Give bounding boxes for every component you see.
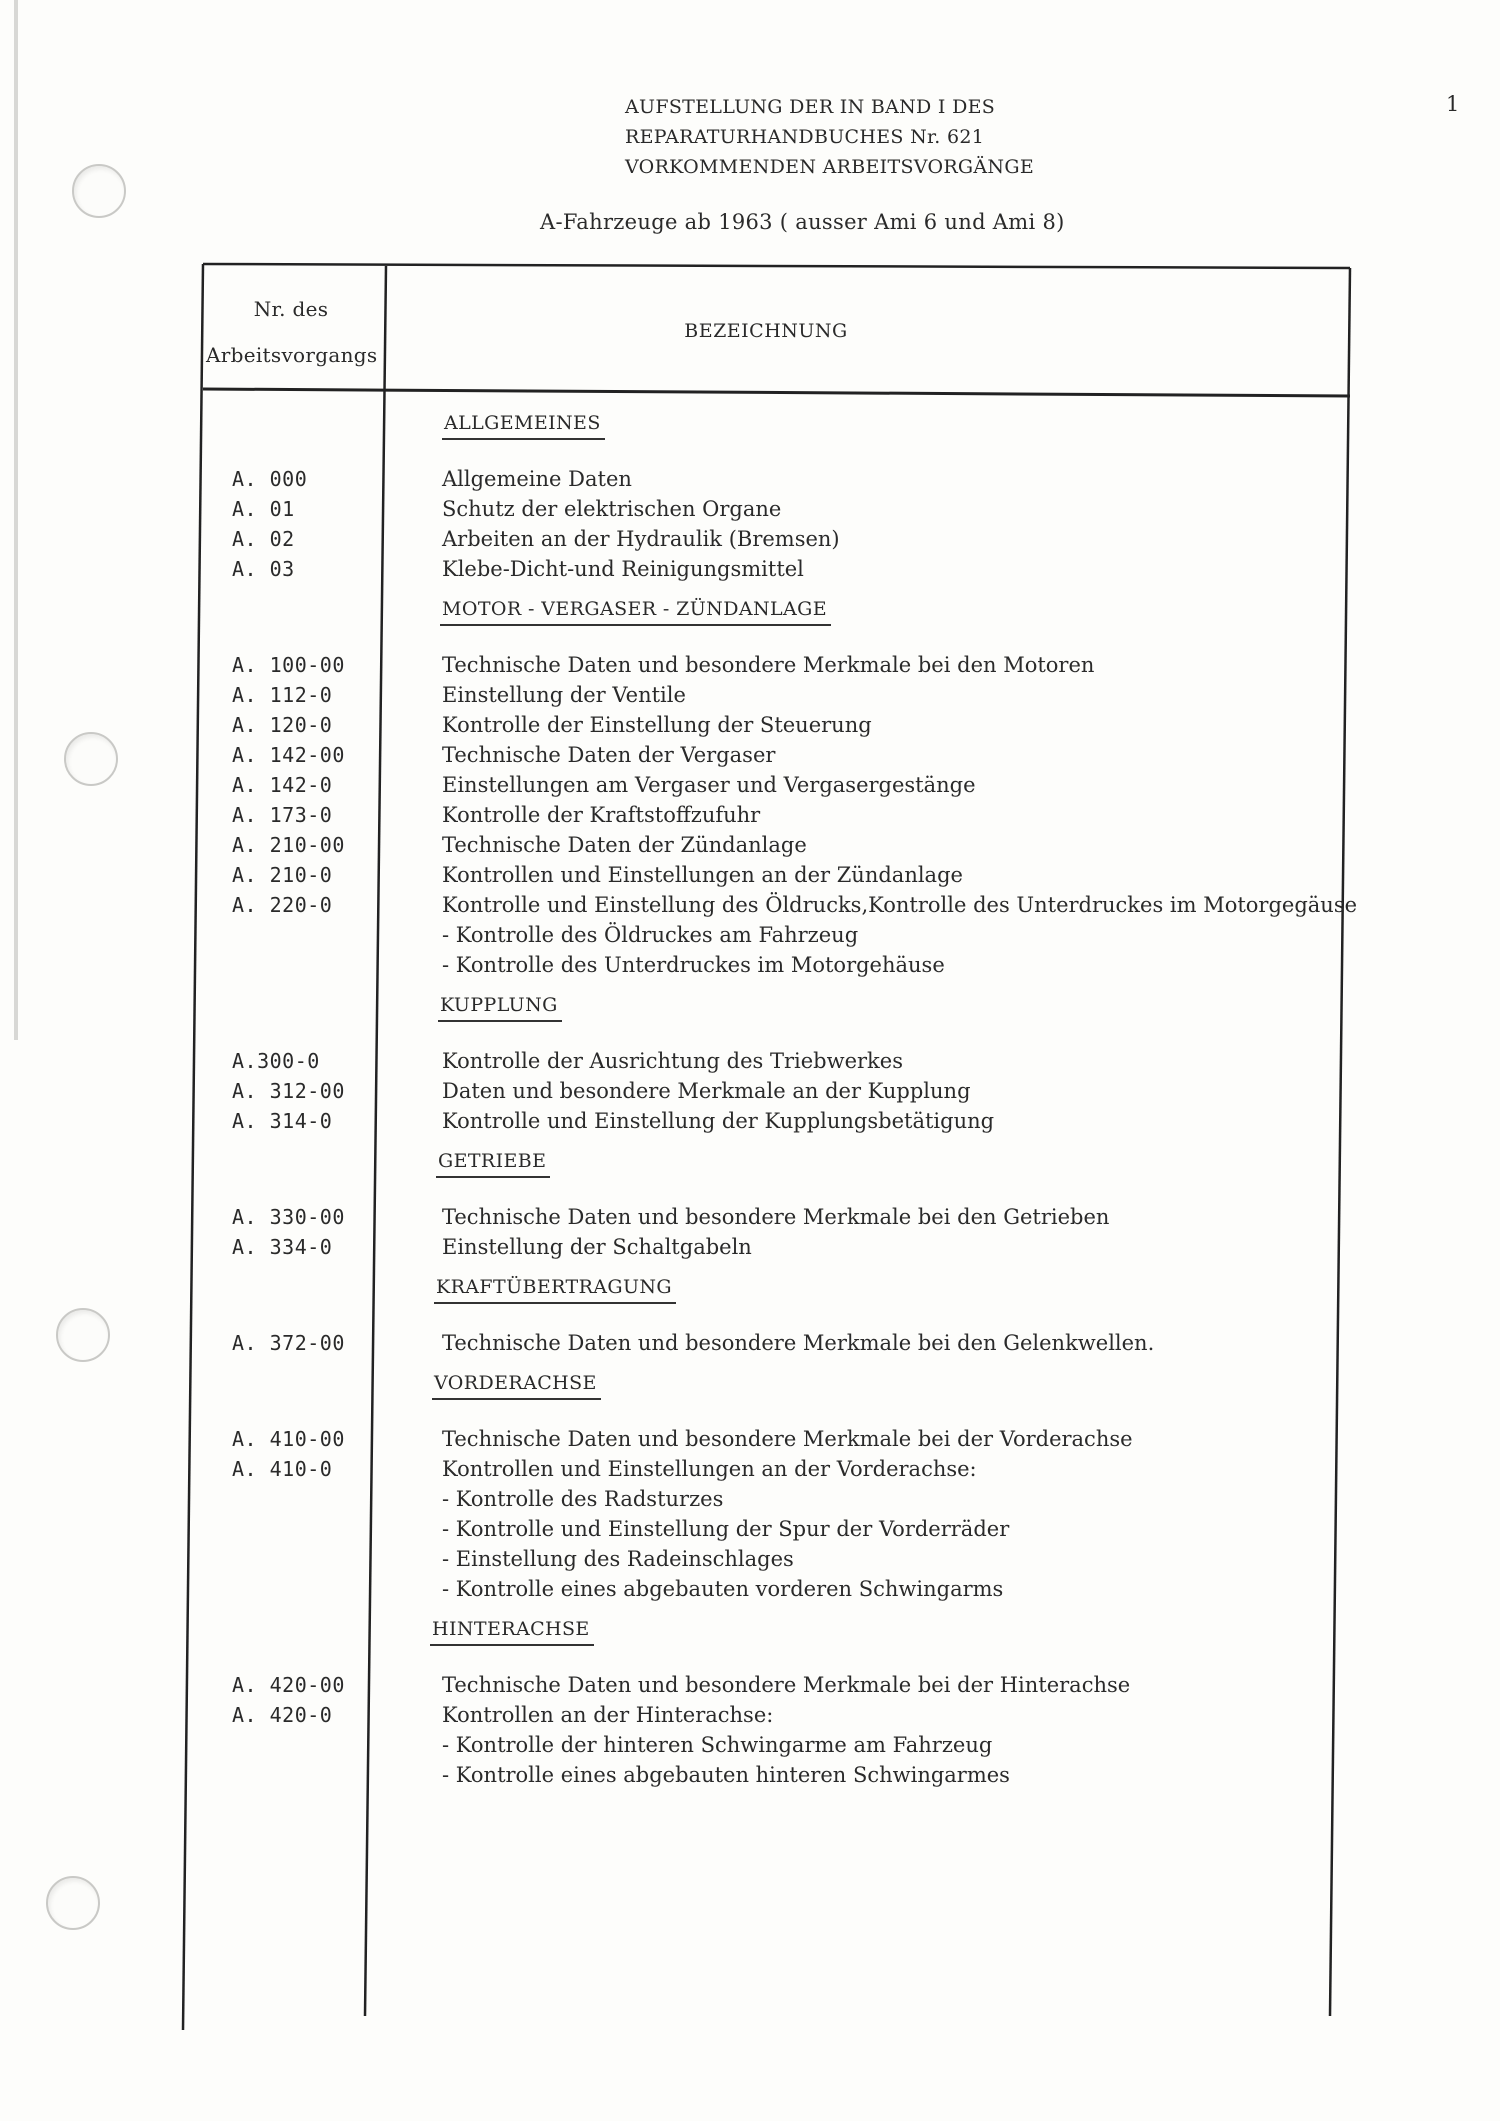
operation-title: Schutz der elektrischen Organe: [442, 497, 782, 521]
operation-number: A. 410-0: [232, 1457, 333, 1481]
document-title: [625, 92, 1034, 182]
operation-title: Technische Daten und besondere Merkmale bei der Vorderachse: [442, 1427, 1133, 1451]
operation-title: - Kontrolle des Öldruckes am Fahrzeug: [442, 923, 859, 947]
operation-number: A. 372-00: [232, 1331, 345, 1355]
table-row: [232, 800, 1232, 830]
operation-title: Allgemeine Daten: [442, 467, 632, 491]
table-row: [232, 1484, 1232, 1514]
operation-title: Kontrolle der Ausrichtung des Triebwerkes: [442, 1049, 903, 1073]
table-row: [232, 770, 1232, 800]
section-heading: VORDERACHSE: [432, 1372, 601, 1400]
operation-number: [232, 1484, 442, 1514]
operation-title: Klebe-Dicht-und Reinigungsmittel: [442, 557, 804, 581]
vehicle-scope-subtitle: A-Fahrzeuge ab 1963 ( ausser Ami 6 und Ami 8): [540, 210, 1065, 234]
table-row: [232, 710, 1232, 740]
table-row: [232, 1106, 1232, 1136]
operation-title: Technische Daten und besondere Merkmale bei der Hinterachse: [442, 1673, 1131, 1697]
table-row: [232, 1730, 1232, 1760]
operation-number: [232, 920, 442, 950]
operation-number: A. 410-00: [232, 1427, 345, 1451]
operation-number: A. 01: [232, 497, 295, 521]
section-kupplung: [232, 994, 1232, 1136]
operation-title: Technische Daten und besondere Merkmale bei den Motoren: [442, 653, 1095, 677]
section-heading: HINTERACHSE: [430, 1618, 594, 1646]
operation-number: A. 210-0: [232, 863, 333, 887]
page-number: 1: [1446, 92, 1460, 116]
table-row: [232, 830, 1232, 860]
table-row: [232, 494, 1232, 524]
operation-number: A. 112-0: [232, 683, 333, 707]
operation-title: Einstellungen am Vergaser und Vergasergestänge: [442, 773, 976, 797]
operation-title: Kontrollen und Einstellungen an der Vorderachse:: [442, 1457, 977, 1481]
operation-title: Kontrolle der Kraftstoffzufuhr: [442, 803, 761, 827]
table-row: [232, 950, 1232, 980]
operation-title: Einstellung der Ventile: [442, 683, 686, 707]
operation-number: [232, 1760, 442, 1790]
operation-title: Einstellung der Schaltgabeln: [442, 1235, 752, 1259]
punch-hole-2: [64, 732, 118, 786]
operation-title: - Kontrolle des Unterdruckes im Motorgehäuse: [442, 953, 945, 977]
operation-number: A. 220-0: [232, 893, 333, 917]
operation-number: A. 210-00: [232, 833, 345, 857]
operation-title: - Kontrolle und Einstellung der Spur der Vorderräder: [442, 1517, 1010, 1541]
operation-number: A. 312-00: [232, 1079, 345, 1103]
operation-title: - Kontrolle des Radsturzes: [442, 1487, 724, 1511]
table-row: [232, 1454, 1232, 1484]
operation-number: [232, 1514, 442, 1544]
title-line-1: AUFSTELLUNG DER IN BAND I DES: [625, 96, 996, 118]
operation-title: Technische Daten und besondere Merkmale bei den Gelenkwellen.: [442, 1331, 1155, 1355]
table-row: [232, 1046, 1232, 1076]
table-row: [232, 1760, 1232, 1790]
operation-number: A. 142-00: [232, 743, 345, 767]
operation-title: Technische Daten und besondere Merkmale bei den Getrieben: [442, 1205, 1110, 1229]
operation-title: - Einstellung des Radeinschlages: [442, 1547, 794, 1571]
operation-number: A. 03: [232, 557, 295, 581]
operation-title: Technische Daten der Vergaser: [442, 743, 776, 767]
section-heading: ALLGEMEINES: [442, 412, 605, 440]
operation-title: - Kontrolle eines abgebauten vorderen Schwingarms: [442, 1577, 1004, 1601]
operation-title: Kontrolle der Einstellung der Steuerung: [442, 713, 872, 737]
table-row: [232, 650, 1232, 680]
operation-number: [232, 1574, 442, 1604]
operation-title: Kontrollen an der Hinterachse:: [442, 1703, 774, 1727]
section-motor: [232, 598, 1358, 980]
operation-title: - Kontrolle eines abgebauten hinteren Schwingarmes: [442, 1763, 1010, 1787]
operation-number: A. 000: [232, 467, 308, 491]
operation-number: [232, 1730, 442, 1760]
table-body-content: [232, 412, 1358, 1804]
section-allgemeines: [232, 412, 1232, 584]
binding-edge: [14, 0, 18, 1040]
operation-number: A. 120-0: [232, 713, 333, 737]
operation-title: - Kontrolle der hinteren Schwingarme am Fahrzeug: [442, 1733, 993, 1757]
operation-title: Kontrolle und Einstellung des Öldrucks,Kontrolle des Unterdruckes im Motorgegäuse: [442, 893, 1358, 917]
table-row: [232, 920, 1232, 950]
operation-number: A. 314-0: [232, 1109, 333, 1133]
table-row: [232, 1232, 1232, 1262]
operation-title: Technische Daten der Zündanlage: [442, 833, 807, 857]
section-kraftuebertragung: [232, 1276, 1232, 1358]
operation-number: A. 334-0: [232, 1235, 333, 1259]
column-header-bezeichnung: BEZEICHNUNG: [684, 320, 848, 342]
section-vorderachse: [232, 1372, 1232, 1604]
operation-number: [232, 950, 442, 980]
operation-number: [232, 1544, 442, 1574]
operation-number: A. 100-00: [232, 653, 345, 677]
operation-number: A. 330-00: [232, 1205, 345, 1229]
table-row: [232, 1700, 1232, 1730]
punch-hole-4: [46, 1876, 100, 1930]
operation-number: A. 420-00: [232, 1673, 345, 1697]
table-row: [232, 1670, 1232, 1700]
table-row: [232, 1574, 1232, 1604]
column-header-number-line-2: Arbeitsvorgangs: [206, 343, 378, 367]
table-row: [232, 554, 1232, 584]
operation-title: Arbeiten an der Hydraulik (Bremsen): [442, 527, 840, 551]
section-heading: KUPPLUNG: [438, 994, 562, 1022]
column-header-number-line-1: Nr. des: [253, 297, 329, 321]
section-heading: KRAFTÜBERTRAGUNG: [434, 1276, 676, 1304]
table-row: [232, 1076, 1232, 1106]
section-getriebe: [232, 1150, 1232, 1262]
table-row: [232, 890, 1358, 920]
title-line-3: VORKOMMENDEN ARBEITSVORGÄNGE: [625, 156, 1034, 178]
operation-number: A.300-0: [232, 1049, 320, 1073]
table-row: [232, 1202, 1232, 1232]
operation-title: Daten und besondere Merkmale an der Kupplung: [442, 1079, 971, 1103]
table-row: [232, 1514, 1232, 1544]
table-row: [232, 1544, 1232, 1574]
section-heading: MOTOR - VERGASER - ZÜNDANLAGE: [440, 598, 831, 626]
operation-number: A. 142-0: [232, 773, 333, 797]
operation-number: A. 420-0: [232, 1703, 333, 1727]
table-row: [232, 1328, 1232, 1358]
table-row: [232, 860, 1232, 890]
operation-number: A. 02: [232, 527, 295, 551]
table-row: [232, 464, 1232, 494]
punch-hole-1: [72, 164, 126, 218]
section-heading: GETRIEBE: [436, 1150, 550, 1178]
title-line-2: REPARATURHANDBUCHES Nr. 621: [625, 126, 985, 148]
section-hinterachse: [232, 1618, 1232, 1790]
operation-title: Kontrolle und Einstellung der Kupplungsbetätigung: [442, 1109, 995, 1133]
punch-hole-3: [56, 1308, 110, 1362]
table-row: [232, 524, 1232, 554]
column-header-number: [206, 286, 376, 378]
operation-number: A. 173-0: [232, 803, 333, 827]
table-row: [232, 680, 1232, 710]
table-row: [232, 740, 1232, 770]
table-row: [232, 1424, 1232, 1454]
operation-title: Kontrollen und Einstellungen an der Zündanlage: [442, 863, 963, 887]
